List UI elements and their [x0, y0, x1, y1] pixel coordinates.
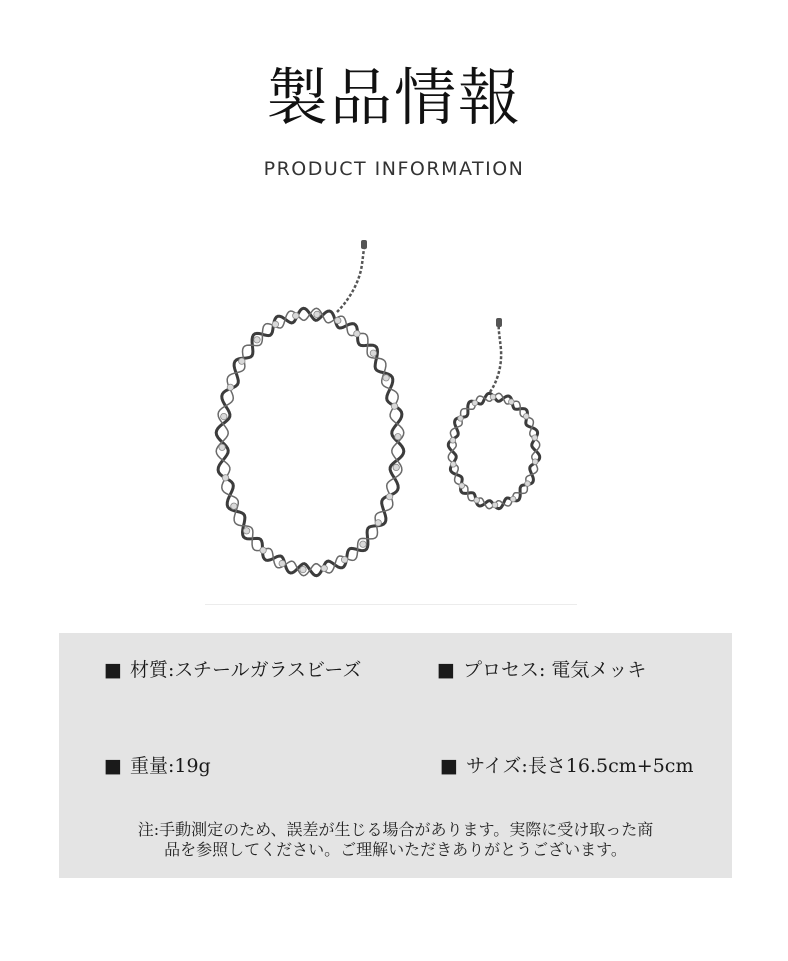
pearl-bead	[472, 400, 478, 406]
bracelet-image	[448, 318, 539, 509]
pearl-bead	[523, 414, 529, 420]
pearl-bead	[370, 350, 376, 356]
bracelet-extender-chain	[490, 322, 501, 392]
bracelet-chain	[448, 393, 539, 508]
spec-material-text: 材質:スチールガラスビーズ	[129, 659, 362, 681]
pearl-bead	[393, 464, 399, 470]
necklace-clasp	[361, 240, 367, 249]
measurement-note	[59, 820, 732, 860]
pearl-bead	[221, 413, 227, 419]
pearl-bead	[293, 313, 299, 319]
pearl-bead	[509, 399, 515, 405]
page-subtitle: PRODUCT INFORMATION	[263, 158, 525, 180]
pearl-bead	[450, 438, 456, 444]
pearl-bead	[451, 462, 457, 468]
spec-weight	[104, 754, 211, 778]
note-line-1: 注:手動測定のため、誤差が生じる場合があります。実際に受け取った商	[137, 820, 654, 839]
photo-divider	[205, 604, 577, 605]
pearl-bead	[231, 503, 237, 509]
pearl-bead	[335, 317, 341, 323]
necklace-pearls	[219, 311, 401, 573]
pearl-bead	[492, 502, 498, 508]
pearl-bead	[243, 528, 249, 534]
spec-process	[437, 658, 646, 682]
bullet-square-icon: ■	[104, 755, 122, 777]
pearl-bead	[395, 434, 401, 440]
pearl-bead	[239, 358, 245, 364]
pearl-bead	[219, 444, 225, 450]
pearl-bead	[227, 384, 233, 390]
note-line-2: 品を参照してください。ご理解いただきありがとうございます。	[164, 840, 627, 859]
bullet-square-icon: ■	[440, 755, 458, 777]
pearl-bead	[222, 475, 228, 481]
pearl-bead	[279, 560, 285, 566]
necklace-chain	[216, 308, 404, 575]
pearl-bead	[459, 483, 465, 489]
pearl-bead	[360, 541, 366, 547]
pearl-bead	[525, 481, 531, 487]
pearl-bead	[300, 566, 306, 572]
pearl-bead	[383, 375, 389, 381]
pearl-bead	[254, 337, 260, 343]
pearl-bead	[341, 557, 347, 563]
spec-weight-text: 重量:19g	[129, 755, 211, 777]
pearl-bead	[272, 321, 278, 327]
pearl-bead	[260, 547, 266, 553]
pearl-bead	[314, 311, 320, 317]
pearl-bead	[354, 331, 360, 337]
necklace-image	[216, 240, 404, 576]
bracelet-pearls	[450, 394, 538, 508]
pearl-bead	[375, 520, 381, 526]
spec-panel	[59, 633, 732, 878]
page-title: 製品情報	[265, 61, 522, 134]
product-photo	[205, 232, 583, 608]
spec-size	[440, 754, 693, 778]
pearl-bead	[386, 494, 392, 500]
pearl-bead	[474, 497, 480, 503]
pearl-bead	[510, 496, 516, 502]
spec-process-text: プロセス: 電気メッキ	[462, 659, 647, 681]
pearl-bead	[532, 435, 538, 441]
pearl-bead	[391, 403, 397, 409]
spec-size-text: サイズ:長さ16.5cm+5cm	[465, 755, 694, 777]
pearl-bead	[490, 394, 496, 400]
pearl-bead	[321, 565, 327, 571]
pearl-bead	[458, 416, 464, 422]
bullet-square-icon: ■	[104, 659, 122, 681]
pearl-bead	[532, 459, 538, 465]
bullet-square-icon: ■	[437, 659, 455, 681]
spec-material	[104, 658, 361, 682]
necklace-extender-chain	[337, 244, 365, 312]
bracelet-clasp	[496, 318, 502, 327]
